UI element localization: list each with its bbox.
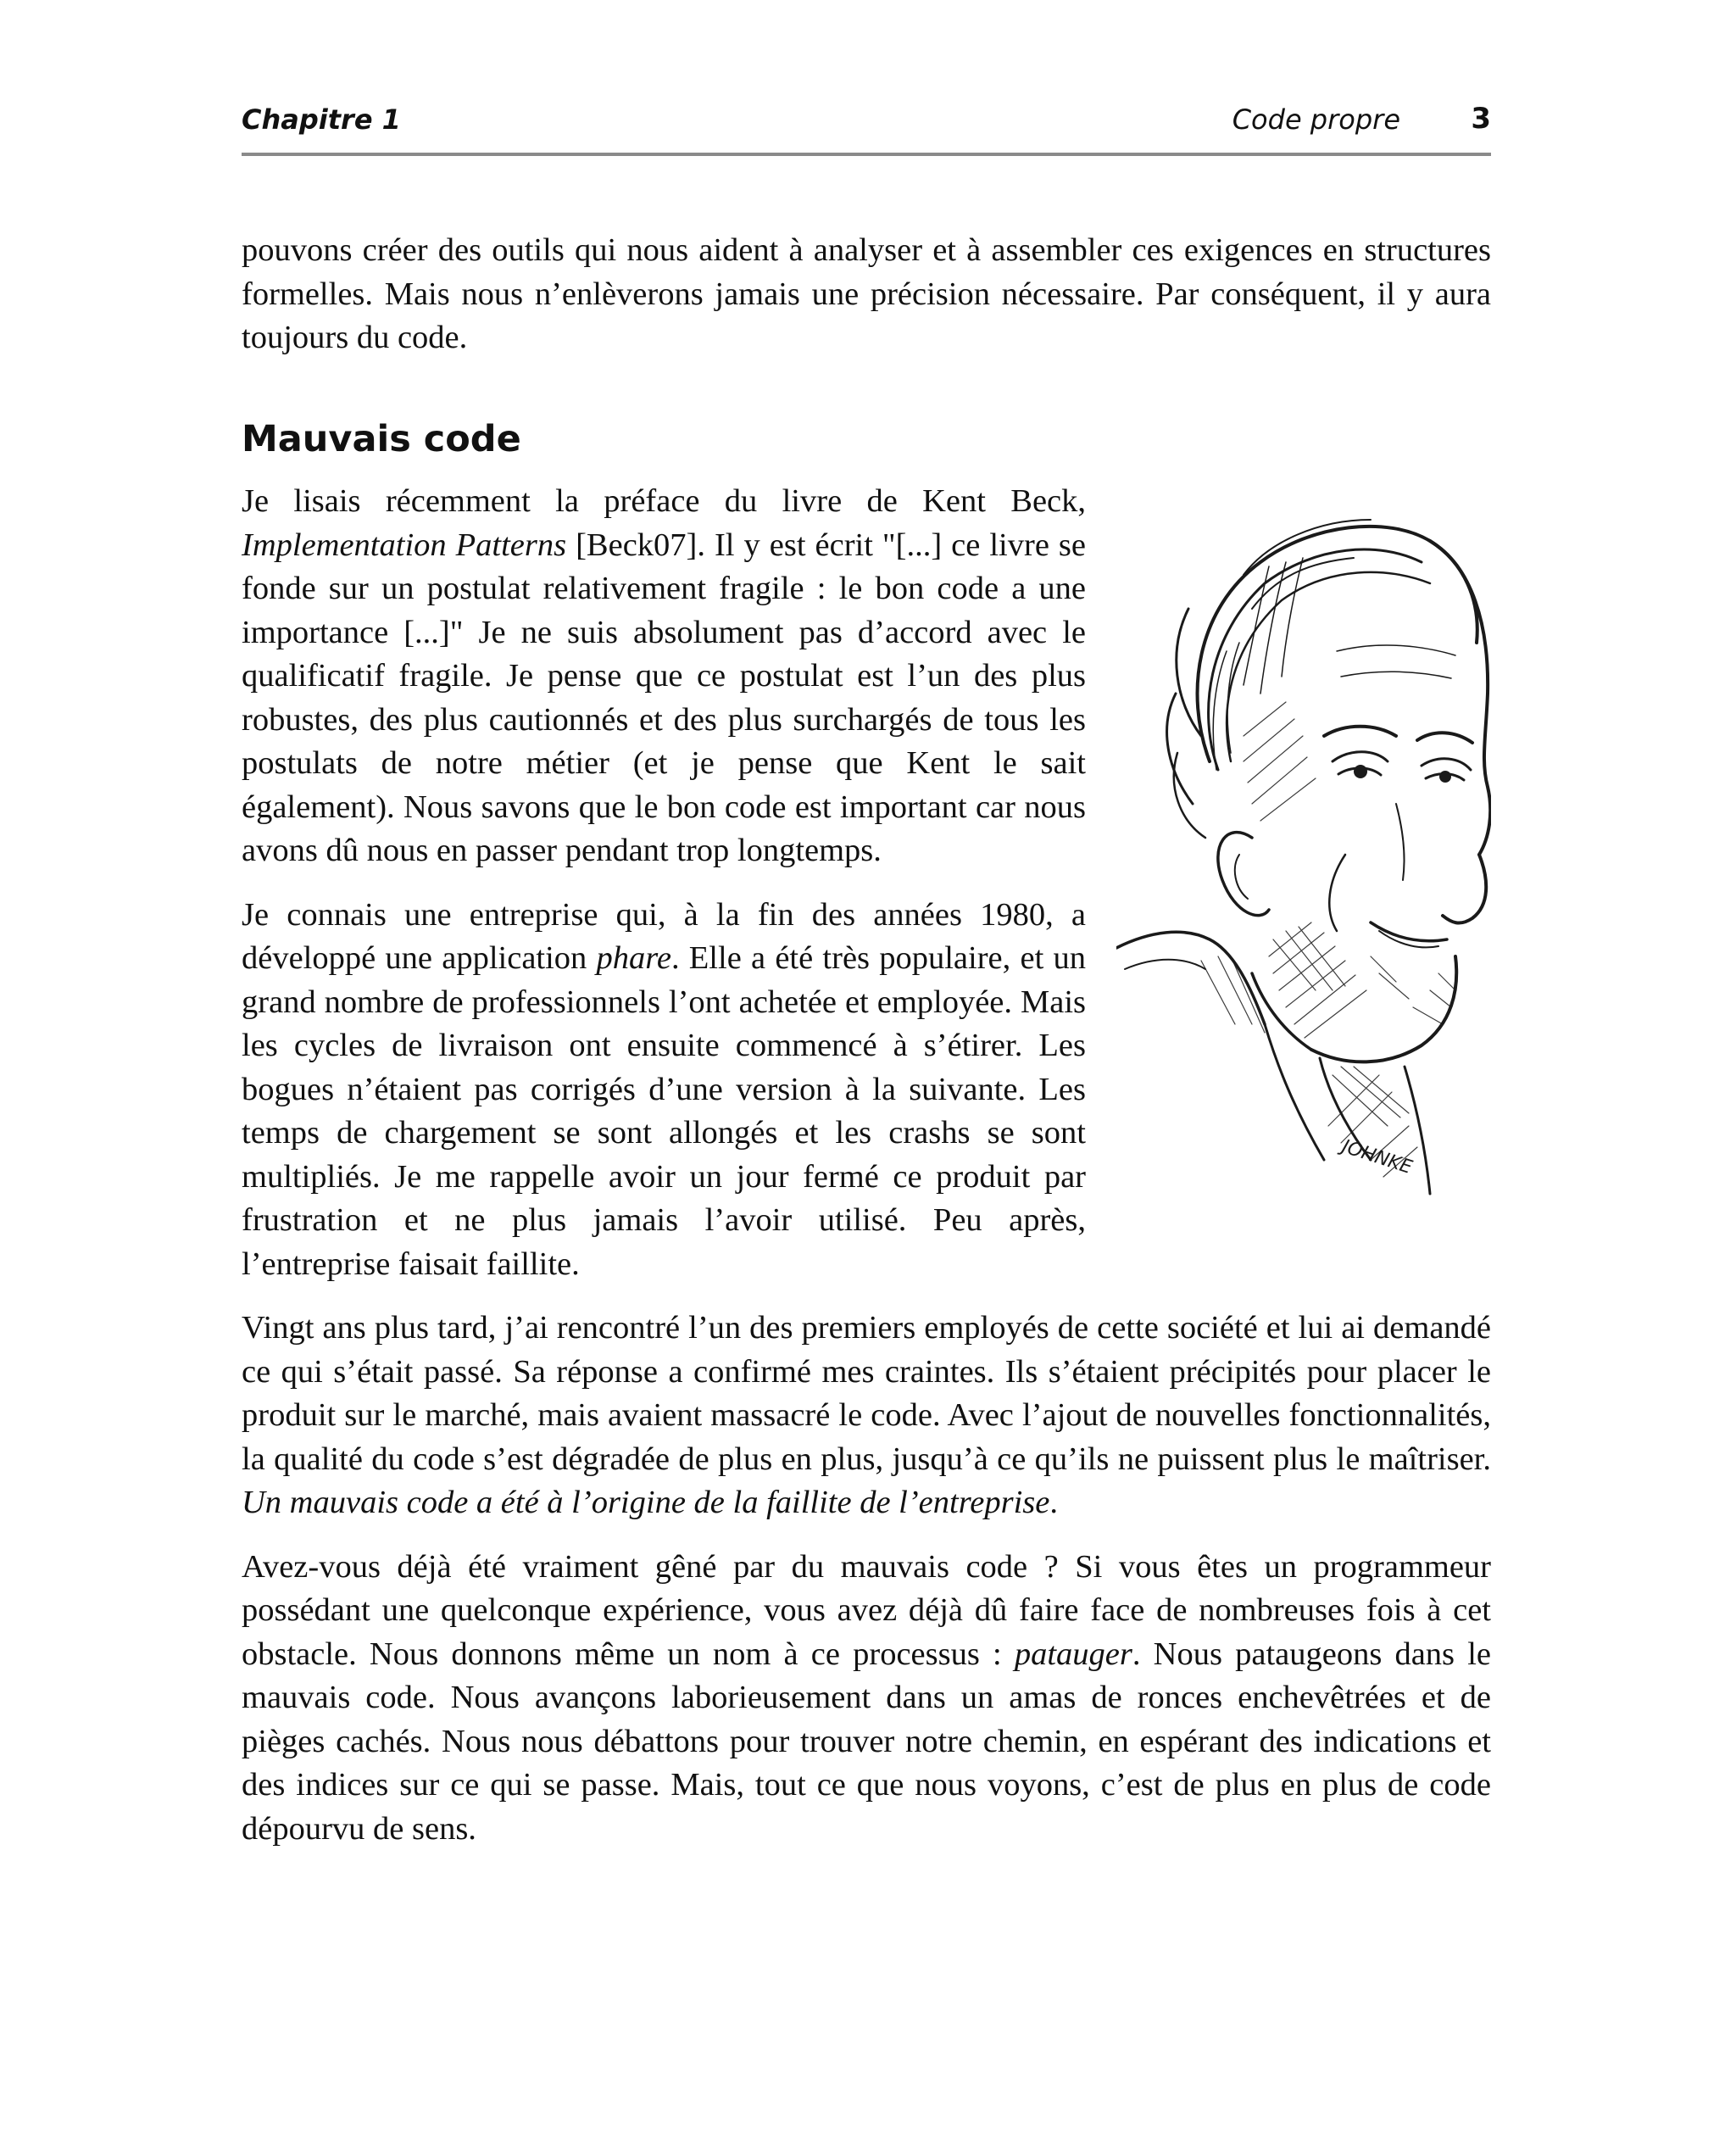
chapter-title: Code propre [1232,103,1400,136]
section-body [242,480,1491,1871]
paragraph-2: Je connais une entreprise qui, à la fin des années 1980, a développé une application phare. Elle a été très populaire, et un grand nombre de professionnels l’ont achetée et employée. Mais les cycles de livraison ont ensuite commencé à s’étirer. Les bogues n’étaient pas corrigés d’une version à la suivante. Les temps de chargement se sont allongés et les crashs se sont multipliés. Je me rappelle avoir un jour fermé ce produit par frustration et ne plus jamais l’avoir utilisé. Peu après, l’entreprise faisait faillite. [242,896,1086,1282]
paragraph-3: Vingt ans plus tard, j’ai rencontré l’un des premiers employés de cette société et lui ai demandé ce qui s’était passé. Sa réponse a confirmé mes craintes. Ils s’étaient précipités pour placer le produit sur le marché, mais avaient massacré le code. Avec l’ajout de nouvelles fonctionnalités, la qualité du code s’est dégradée de plus en plus, jusqu’à ce qu’ils ne puissent plus le maîtriser. Un mauvais code a été à l’origine de la faillite de l’entreprise. [242,1310,1491,1520]
portrait-sketch-icon [1116,482,1491,1225]
page-number: 3 [1471,102,1491,136]
portrait-illustration [1116,480,1491,1225]
signature-text: JOHNKE [1339,1135,1415,1179]
chapter-label: Chapitre 1 [242,103,401,136]
section-heading: Mauvais code [242,418,521,460]
paragraph-4: Avez-vous déjà été vraiment gêné par du mauvais code ? Si vous êtes un programmeur possédant une quelconque expérience, vous avez déjà dû faire face de nombreuses fois à cet obstacle. Nous donnons même un nom à ce processus : patauger. Nous pataugeons dans le mauvais code. Nous avançons laborieusement dans un amas de ronces enchevêtrées et de pièges cachés. Nous nous débattons pour trouver notre chemin, en espérant des indications et des indices sur ce qui se passe. Mais, tout ce que nous voyons, c’est de plus en plus de code dépourvu de sens. [242,1548,1491,1847]
intro-paragraph: pouvons créer des outils qui nous aident à analyser et à assembler ces exigences en structures formelles. Mais nous n’enlèverons jamais une précision nécessaire. Par conséquent, il y aura toujours du code. [242,232,1491,355]
running-header [242,100,1491,156]
paragraph-1: Je lisais récemment la préface du livre de Kent Beck, Implementation Patterns [Beck07]. Il y est écrit "[...] ce livre se fonde sur un postulat relativement fragile : le bon code a une importance [...]" Je ne suis absolument pas d’accord avec le qualificatif fragile. Je pense que ce postulat est l’un des plus robustes, des plus cautionnés et des plus surchargés de tous les postulats de notre métier (et je pense que Kent le sait également). Nous savons que le bon code est important car nous avons dû nous en passer pendant trop longtemps. [242,483,1086,868]
